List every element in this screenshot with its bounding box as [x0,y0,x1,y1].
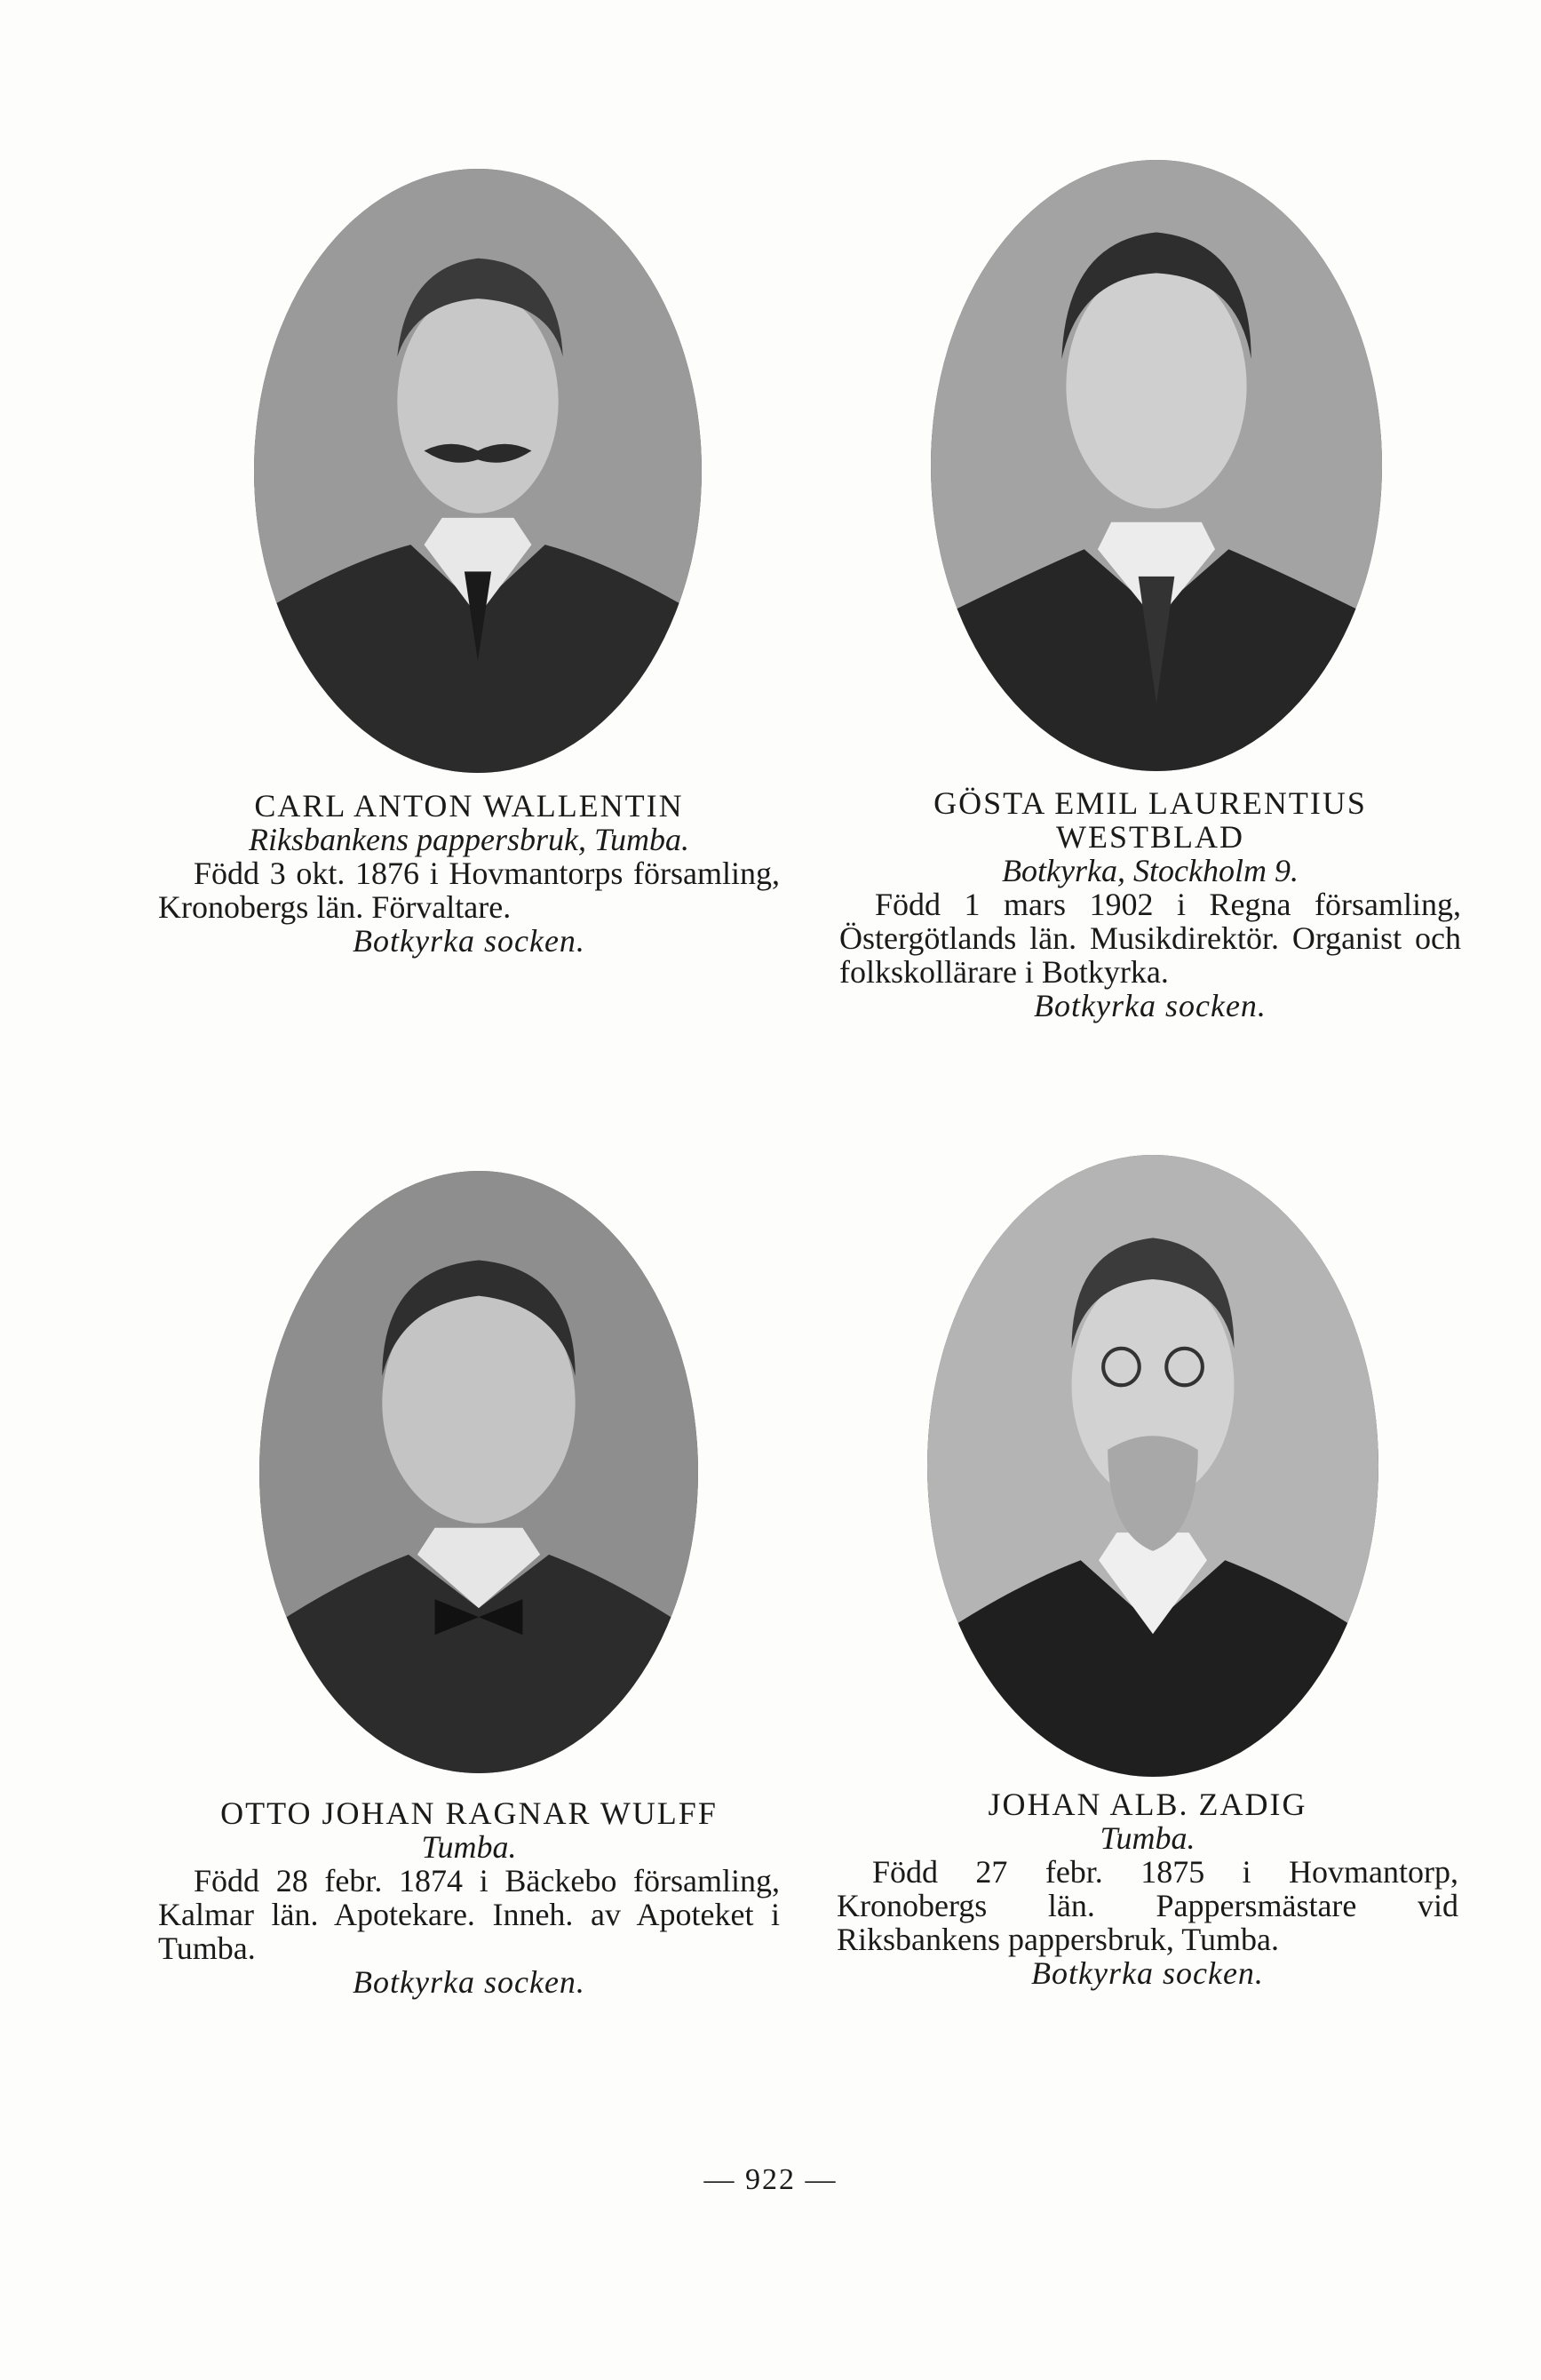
portrait-4-figure [927,1155,1378,1777]
caption-entry-1 [158,789,780,958]
person-parish: Botkyrka socken. [353,923,585,959]
portrait-photo-3 [259,1171,698,1773]
caption-entry-3 [158,1796,780,1999]
person-name: OTTO JOHAN RAGNAR WULFF [220,1795,718,1831]
person-biography: Född 3 okt. 1876 i Hovmantorps församling, Kronobergs län. Förvaltare. [158,856,780,925]
person-parish: Botkyrka socken. [353,1964,585,2000]
person-parish: Botkyrka socken. [1034,988,1267,1023]
person-name: JOHAN ALB. ZADIG [988,1787,1307,1822]
caption-entry-2 [839,786,1461,1023]
person-biography: Född 1 mars 1902 i Regna församling, Östergötlands län. Musikdirektör. Organist och folkskollärare i Botkyrka. [839,887,1461,990]
person-biography: Född 28 febr. 1874 i Bäckebo församling, Kalmar län. Apotekare. Inneh. av Apoteket i Tumba. [158,1863,780,1966]
portrait-photo-1 [254,169,702,773]
person-parish: Botkyrka socken. [1031,1955,1264,1991]
page-number: — 922 — [703,2163,838,2196]
person-address: Botkyrka, Stockholm 9. [1002,853,1299,888]
person-name: CARL ANTON WALLENTIN [254,788,684,824]
portrait-2-figure [931,160,1382,771]
portrait-1-figure [254,169,702,773]
person-biography: Född 27 febr. 1875 i Hovmantorp, Kronobergs län. Pappersmästare vid Riksbankens pappersbruk, Tumba. [837,1854,1458,1957]
portrait-photo-2 [931,160,1382,771]
person-name: GÖSTA EMIL LAURENTIUS WESTBLAD [933,785,1367,855]
portrait-photo-4 [927,1155,1378,1777]
person-address: Tumba. [421,1829,517,1865]
person-address: Tumba. [1100,1820,1195,1856]
portrait-3-figure [259,1171,698,1773]
caption-entry-4 [837,1787,1458,1990]
person-address: Riksbankens pappersbruk, Tumba. [249,822,689,857]
